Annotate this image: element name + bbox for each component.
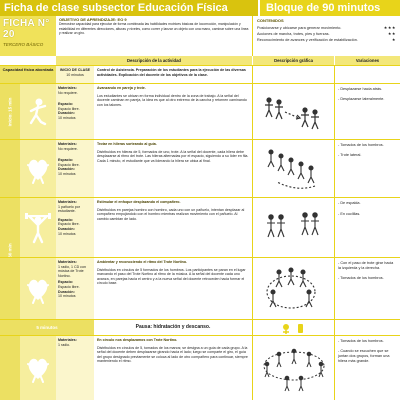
ficha-number: FICHA N° 20 <box>3 18 50 40</box>
materials-value: 1 pañuelo por estudiante. <box>58 204 80 214</box>
duration-label: Duración: <box>58 226 75 231</box>
duration-value: 10 minutos <box>58 231 76 236</box>
activity-row <box>0 139 400 197</box>
column-header-empty <box>0 56 56 65</box>
variation-item: - Tomados de los hombros. <box>338 339 384 343</box>
side-band <box>0 84 20 139</box>
heart-figure-icon <box>25 274 51 304</box>
activity-meta <box>56 84 94 139</box>
side-band <box>0 198 20 257</box>
activity-title: Estimular el enfoque desplazando el compañero. <box>97 200 181 204</box>
objective-title: OBJETIVO DE APRENDIZAJE: EO 9 <box>59 17 127 22</box>
variation-item: - De espalda. <box>338 201 361 205</box>
materials-value: 1 radio. <box>58 342 70 347</box>
variation-item: - Tomados de los hombros. <box>338 276 384 280</box>
info-block <box>0 16 400 56</box>
column-headers <box>0 56 400 65</box>
activity-title: Avanzando en pareja y trote. <box>97 86 146 90</box>
activity-meta <box>56 198 94 257</box>
duration-label: Duración: <box>58 167 75 172</box>
activity-variations <box>334 84 400 139</box>
objective-text: Demostrar capacidad para ejecutar de forma combinada las habilidades motrices básicas de locomoción, manipulación y estabilidad en diferentes direcciones, alturas y niveles, como correr y lanzar un objeto con una mano, caminar sobre una línea y realizar un giro. <box>59 22 249 36</box>
duration-label: Duración: <box>58 289 75 294</box>
space-label: Espacio: <box>58 217 73 222</box>
header-block-title: Bloque de 90 minutos <box>258 0 400 16</box>
side-label-warmup: Inicio: 15 min <box>7 97 13 126</box>
activity-graphic <box>252 198 334 257</box>
activity-text: Los estudiantes se ubican en forma individual dentro de la zona de trabajo. A la señal del docente caminan en pareja, la idea es que al otro extremo de la cancha y retornen caminando con los talones. <box>97 93 247 107</box>
header-title: Ficha de clase subsector Educación Física <box>0 0 258 16</box>
water-drink-icon <box>274 321 314 335</box>
activity-description <box>94 140 252 197</box>
materials-value: 1 radio, 1 CD con música de Trote Nortino. <box>58 264 86 278</box>
intro-variations <box>334 66 400 83</box>
activity-description <box>94 336 252 400</box>
activity-variations <box>334 140 400 197</box>
content-text: Reconocimiento de avances y verificación de estabilización. <box>257 38 358 42</box>
activity-meta <box>56 336 94 400</box>
variation-item: - Desplazarse lateralmente. <box>338 97 385 101</box>
intro-time <box>56 66 94 83</box>
materials-label: Materiales: <box>58 338 77 342</box>
activity-variations <box>334 198 400 257</box>
activity-row <box>0 197 400 257</box>
duration-label: Duración: <box>58 111 75 116</box>
pause-graphic <box>252 320 334 335</box>
variation-item: - Cuando se escuchen que se juntan dos grupos, forman una hilera más grande. <box>338 349 390 363</box>
capacity-icon-cell <box>20 258 56 319</box>
capacity-icon-cell <box>20 84 56 139</box>
variation-item: - Desplazarse hacia atrás. <box>338 87 383 91</box>
pairs-walking-illustration <box>257 88 331 136</box>
side-band <box>0 140 20 197</box>
circle-groups-illustration <box>257 340 331 396</box>
circle-trot-illustration <box>257 262 331 316</box>
space-value: Espacio libre. <box>58 222 80 227</box>
activity-variations <box>334 336 400 400</box>
variation-item: - En cuclillas. <box>338 212 361 216</box>
ficha-box <box>0 16 56 56</box>
capacity-icon-cell <box>20 336 56 400</box>
activity-row <box>0 257 400 319</box>
intro-row <box>0 65 400 83</box>
activity-description <box>94 84 252 139</box>
activity-text: Distribuidos en círculos de 5 formados de los hombros. Los participantes se paran en el lugar marcando el paso del Trote Nortino al ritmo de la música. A la señal del docente cada uno avanza, en parejas hacia el centro y a la nueva señal del docente retroceden hacia formar el círculo base. <box>97 267 246 286</box>
intro-time-label: INICIO DE CLASE <box>59 68 91 72</box>
activity-graphic <box>252 258 334 319</box>
activity-text: Distribuidos en hileras de 5, formados de uno, trote. A la señal del docente, cada hilera debe desplazarse al ritmo del trote. Las hileras alternadas por el espacio, siguiendo a su líder en fila. Cada 1 minuto, el estudiante que va liderando la hilera se ubica al final. <box>97 149 249 163</box>
materials-value: No requiere. <box>58 90 78 95</box>
activity-meta <box>56 140 94 197</box>
side-band <box>0 258 20 319</box>
capacity-icon-cell <box>20 140 56 197</box>
duration-value: 10 minutos <box>58 294 76 299</box>
activity-row <box>0 335 400 400</box>
content-stars: ★★★ <box>383 25 396 30</box>
duration-value: 10 minutos <box>58 115 76 120</box>
activity-title: En círculo nos desplazamos con Trote Nortino. <box>97 338 178 342</box>
activity-text: Distribuidos en parejas hombro con hombro, cada uno con un pañuelo, intentan desplazar al compañero empujándolo con el hombro mientras realizan movimiento con el pañuelo. Al cambio cambian de lado. <box>97 207 245 221</box>
materials-label: Materiales: <box>58 86 77 90</box>
capacity-icon-cell <box>20 198 56 257</box>
activity-graphic <box>252 84 334 139</box>
variation-item: - Trote lateral. <box>338 153 362 157</box>
materials-value: No requiere. <box>58 146 78 151</box>
content-text: Posicionarse y ubicarse para generar movimiento. <box>257 26 342 30</box>
intro-text: Control de Asistencia. Preparación de los estudiantes para la ejecución de las diversas actividades. Explicación del docente de los objetivos de la clase. <box>97 68 246 77</box>
activity-title: Trotar en hileras sorteando al guía. <box>97 142 157 146</box>
variation-item: - Con el paso de trote girar hacia la izquierda y la derecha. <box>338 261 394 270</box>
space-value: Espacio libre. <box>58 162 80 167</box>
pushing-pairs-illustration <box>257 203 331 253</box>
running-figure-icon <box>25 97 51 127</box>
ficha-level: TERCERO BÁSICO <box>3 42 44 47</box>
activity-row <box>0 83 400 139</box>
activity-graphic <box>252 140 334 197</box>
content-text: Acciones de marcha, trotes, pies y fuerzas. <box>257 32 330 36</box>
duration-value: 10 minutos <box>58 171 76 176</box>
pause-variations <box>334 320 400 335</box>
activity-variations <box>334 258 400 319</box>
variation-item: - Tomados de los hombros. <box>338 143 384 147</box>
capacity-header: Capacidad física abordada <box>0 66 56 83</box>
pause-time: 5 minutos <box>0 320 94 335</box>
contents-title: CONTENIDOS <box>257 18 284 23</box>
strength-figure-icon <box>24 212 52 244</box>
space-value: Espacio libre. <box>58 284 80 289</box>
pause-text: Pausa: hidratación y descanso. <box>135 324 211 330</box>
materials-label: Materiales: <box>58 142 77 146</box>
content-item <box>257 37 396 43</box>
materials-label: Materiales: <box>58 200 77 204</box>
column-header-graphic: Descripción gráfica <box>252 56 334 65</box>
activity-description <box>94 198 252 257</box>
heart-figure-icon <box>25 154 51 184</box>
activity-text: Distribuidos en círculos de 5, tomados de los manos; se designa a un guía de cada grupo. A la señal del docente deben desplazarse girando hacia el lado; luego se comparte el giro, el guía del grupo designado previamente se coloca al lado de otro compañero para continuar, siempre manteniendo el ritmo. <box>97 345 248 364</box>
column-header-variations: Variaciones <box>334 56 400 65</box>
side-band <box>0 336 20 400</box>
column-header-description: Descripción de la actividad <box>56 56 252 65</box>
contents-box <box>252 16 400 56</box>
objective-box <box>56 16 252 56</box>
page-header <box>0 0 400 16</box>
space-label: Espacio: <box>58 158 73 163</box>
content-stars: ★ <box>391 37 396 42</box>
content-stars: ★★ <box>387 31 396 36</box>
intro-graphic <box>252 66 334 83</box>
space-label: Espacio: <box>58 102 73 107</box>
hilera-trot-illustration <box>257 144 331 194</box>
activity-graphic <box>252 336 334 400</box>
materials-label: Materiales: <box>58 260 77 264</box>
intro-time-value: 10 minutos <box>66 72 84 77</box>
activity-title: Ambientar y reconociendo el ritmo del Trote Nortino. <box>97 260 188 264</box>
pause-row <box>0 319 400 335</box>
activity-meta <box>56 258 94 319</box>
activity-description <box>94 258 252 319</box>
space-label: Espacio: <box>58 280 73 285</box>
space-value: Espacio libre. <box>58 106 80 111</box>
heart-figure-icon <box>25 353 51 383</box>
